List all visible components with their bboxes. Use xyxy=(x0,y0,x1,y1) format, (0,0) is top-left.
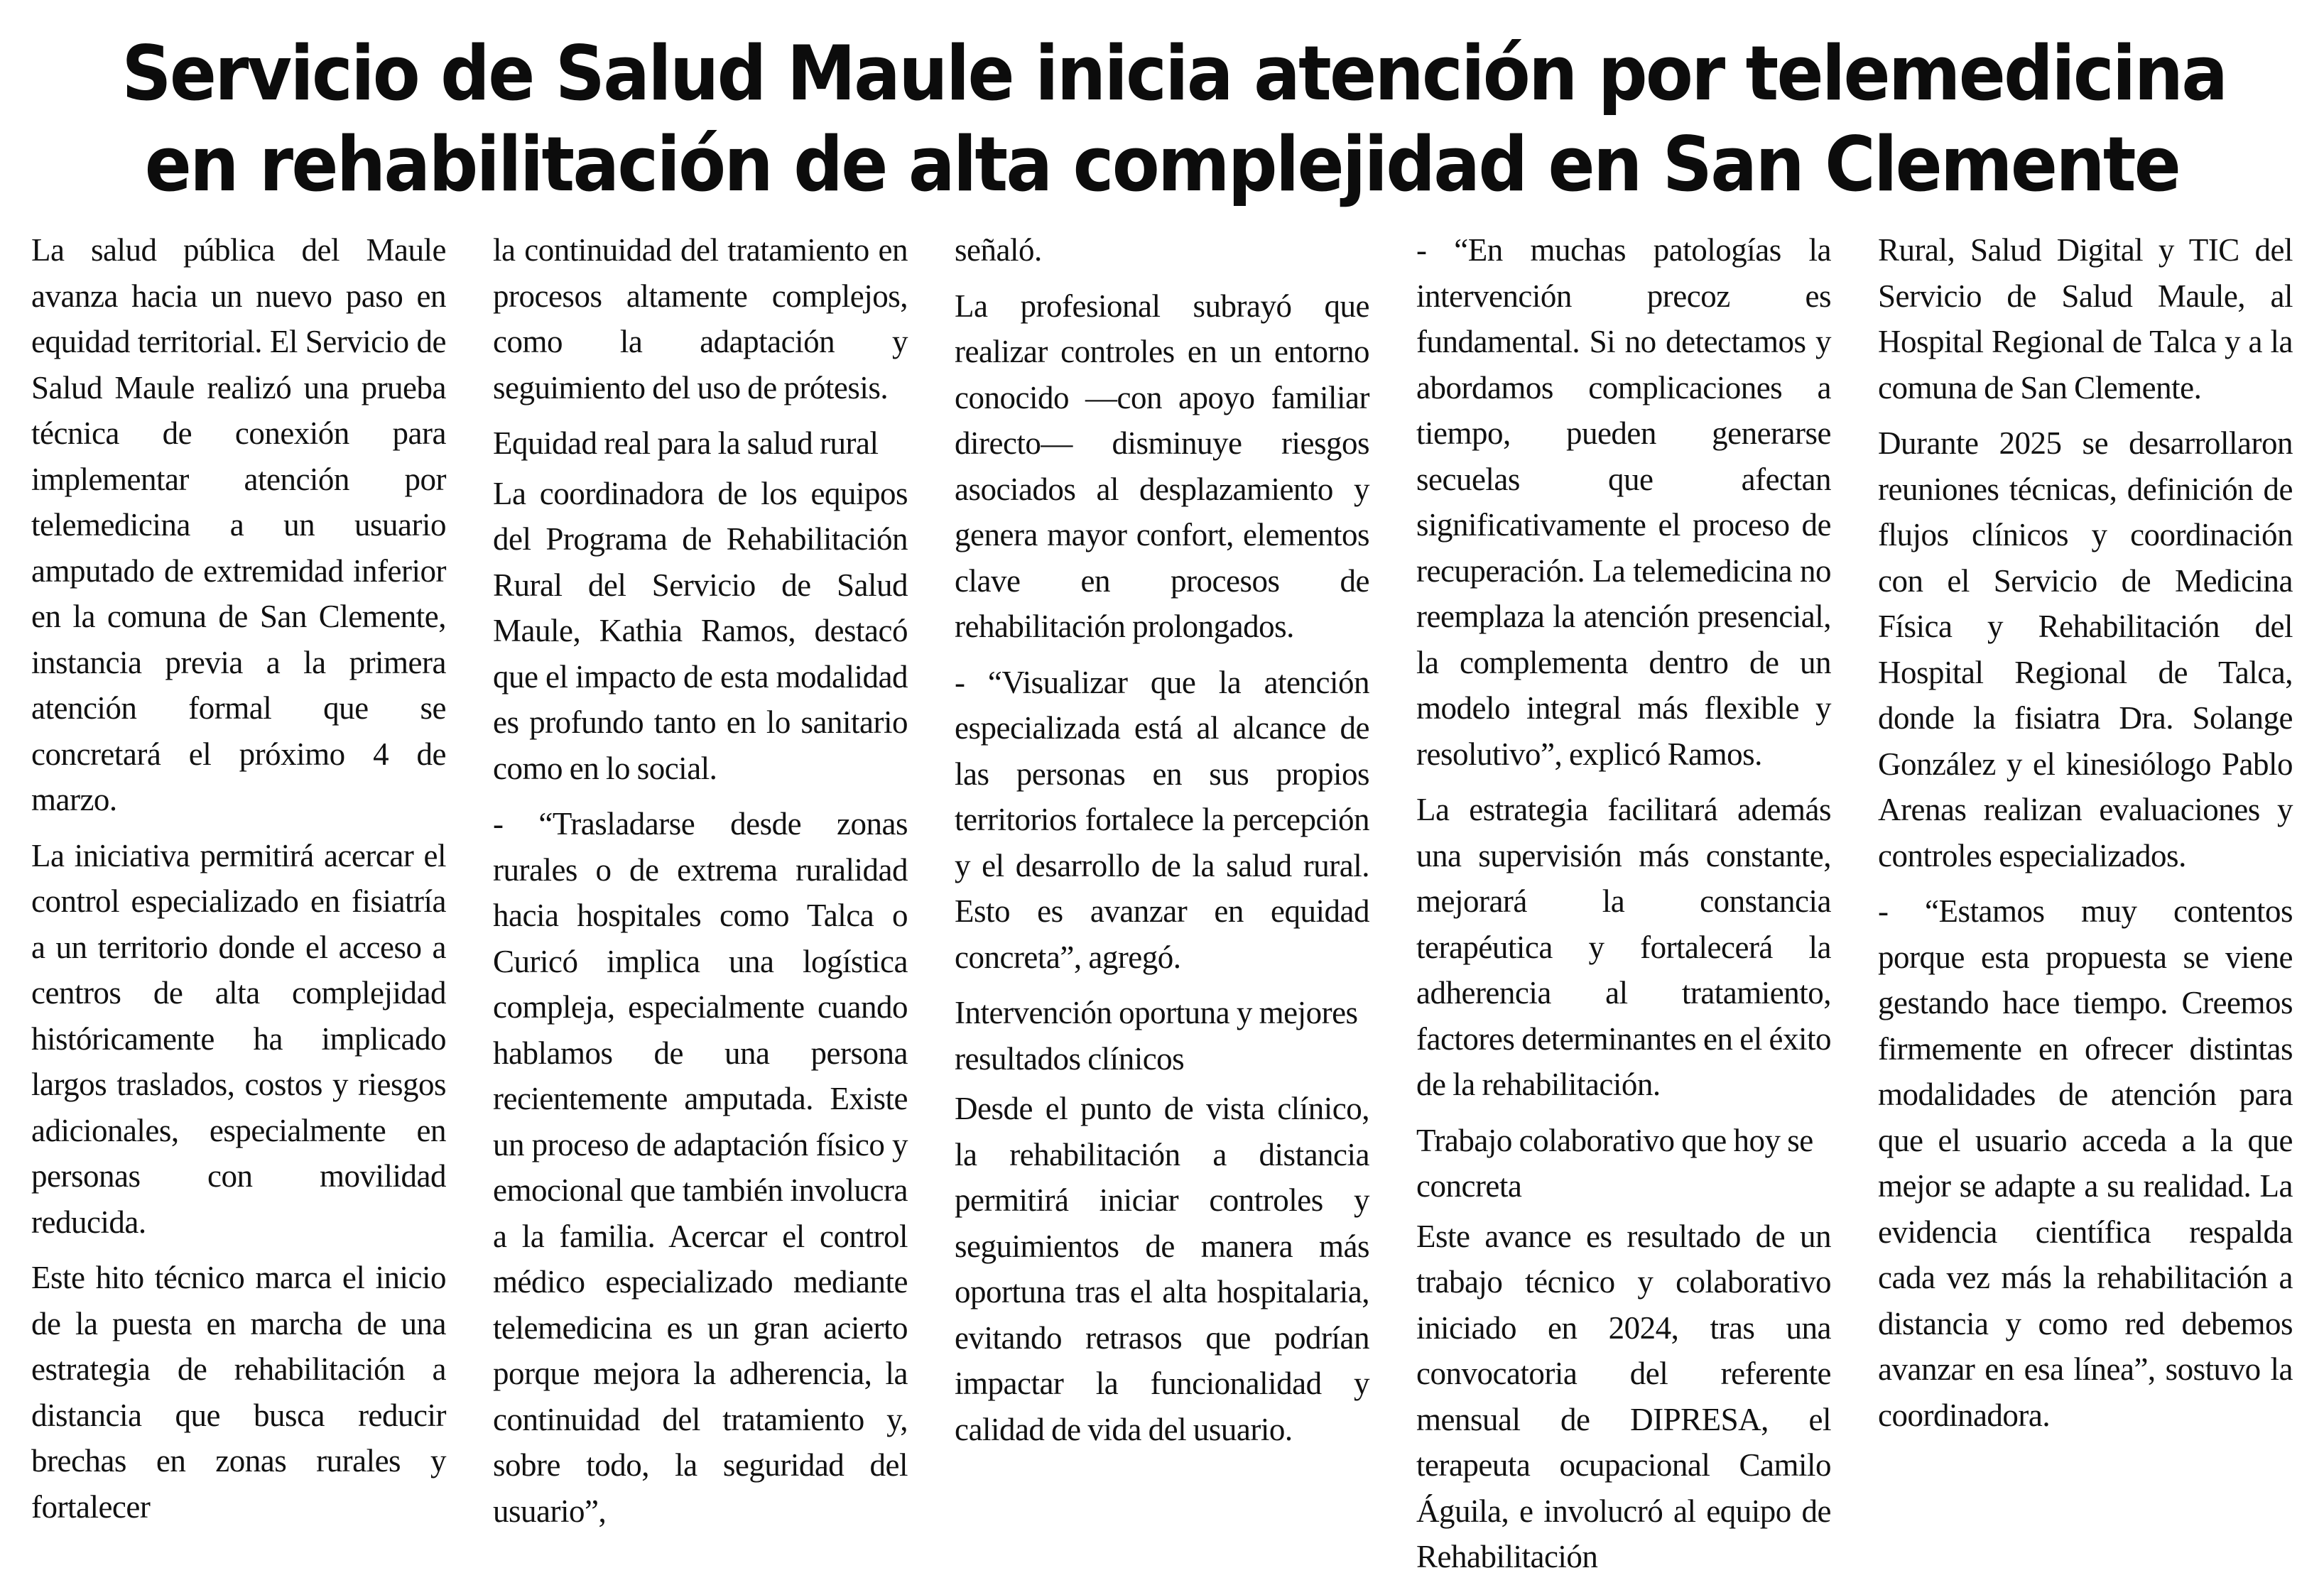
paragraph: La iniciativa permitirá acercar el control especializado en fisiatría a un territorio donde el acceso a centros de alta complejidad históricamente ha implicado largos traslados, costos y riesgos adicionales, especialmente en personas con movilidad reducida. xyxy=(31,837,446,1240)
subheading-trabajo: Trabajo colaborativo que hoy se concreta xyxy=(1416,1122,1813,1204)
quote-paragraph: - “Estamos muy contentos porque esta propuesta se viene gestando hace tiempo. Creemos firmemente en ofrecer distintas modalidades de atención para que el usuario acceda a la que mejor se adapte a su realidad. La evidencia científica respalda cada vez más la rehabilitación a distancia y como red debemos avanzar en esa línea”, sostuvo la coordinadora. xyxy=(1878,893,2293,1433)
paragraph: La coordinadora de los equipos del Programa de Rehabilitación Rural del Servicio de Salud Maule, Kathia Ramos, destacó que el impacto de esta modalidad es profundo tanto en lo sanitario como en lo social. xyxy=(493,475,908,786)
paragraph: La salud pública del Maule avanza hacia un nuevo paso en equidad territorial. El Servicio de Salud Maule realizó una prueba técnica de conexión para implementar atención por telemedicina a un usuario amputado de extremidad inferior en la comuna de San Clemente, instancia previa a la primera atención formal que se concretará el próximo 4 de marzo. xyxy=(31,232,446,817)
paragraph: Rural, Salud Digital y TIC del Servicio de Salud Maule, al Hospital Regional de Talca y a la comuna de San Clemente. xyxy=(1878,232,2293,405)
headline-line-1: Servicio de Salud Maule inicia atención por telemedicina xyxy=(121,30,2227,117)
paragraph: Durante 2025 se desarrollaron reuniones técnicas, definición de flujos clínicos y coordinación con el Servicio de Medicina Física y Rehabilitación del Hospital Regional de Talca, donde la fisiatra Dra. Solange González y el kinesiólogo Pablo Arenas realizan evaluaciones y controles especializados. xyxy=(1878,425,2293,873)
paragraph: Desde el punto de vista clínico, la rehabilitación a distancia permitirá iniciar controles y seguimientos de manera más oportuna tras el alta hospitalaria, evitando retrasos que podrían impactar la funcionalidad y calidad de vida del usuario. xyxy=(955,1091,1369,1447)
quote-paragraph: - “Trasladarse desde zonas rurales o de extrema ruralidad hacia hospitales como Talca o Curicó implica una logística compleja, especialmente cuando hablamos de una persona recientemente amputada. Existe un proceso de adaptación físico y emocional que también involucra a la familia. Acercar el control médico especializado mediante telemedicina es un gran acierto porque mejora la adherencia, la continuidad del tratamiento y, sobre todo, la seguridad del usuario”, xyxy=(493,806,908,1529)
article-body xyxy=(31,227,2293,1574)
paragraph: La estrategia facilitará además una supervisión más constante, mejorará la constancia terapéutica y fortalecerá la adherencia al tratamiento, factores determinantes en el éxito de la rehabilitación. xyxy=(1416,792,1831,1102)
subheading-intervencion: Intervención oportuna y mejores resultados clínicos xyxy=(955,995,1358,1077)
paragraph: La profesional subrayó que realizar controles en un entorno conocido —con apoyo familiar directo— disminuye riesgos asociados al desplazamiento y genera mayor confort, elementos clave en procesos de rehabilitación prolongados. xyxy=(955,288,1369,644)
quote-paragraph: - “Visualizar que la atención especializada está al alcance de las personas en sus propios territorios fortalece la percepción y el desarrollo de la salud rural. Esto es avanzar en equidad concreta”, agregó. xyxy=(955,664,1369,975)
quote-paragraph: - “En muchas patologías la intervención precoz es fundamental. Si no detectamos y abordamos complicaciones a tiempo, pueden generarse secuelas que afectan significativamente el proceso de recuperación. La telemedicina no reemplaza la atención presencial, la complementa dentro de un modelo integral más flexible y resolutivo”, explicó Ramos. xyxy=(1416,232,1831,772)
column-4 xyxy=(1416,227,1831,1590)
article-headline xyxy=(121,28,2227,210)
paragraph: Este avance es resultado de un trabajo técnico y colaborativo iniciado en 2024, tras una convocatoria del referente mensual de DIPRESA, el terapeuta ocupacional Camilo Águila, e involucró al equipo de Rehabilitación xyxy=(1416,1218,1831,1574)
column-5 xyxy=(1878,227,2293,1590)
paragraph: la continuidad del tratamiento en procesos altamente complejos, como la adaptación y seguimiento del uso de prótesis. xyxy=(493,232,908,405)
paragraph: Este hito técnico marca el inicio de la puesta en marcha de una estrategia de rehabilitación a distancia que busca reducir brechas en zonas rurales y fortalecer xyxy=(31,1260,446,1525)
subheading-equidad: Equidad real para la salud rural xyxy=(493,425,879,461)
column-3 xyxy=(955,227,1369,1590)
column-2 xyxy=(493,227,908,1590)
headline-line-2: en rehabilitación de alta complejidad en San Clemente xyxy=(144,121,2180,208)
column-1 xyxy=(31,227,446,1590)
paragraph: señaló. xyxy=(955,232,1042,268)
